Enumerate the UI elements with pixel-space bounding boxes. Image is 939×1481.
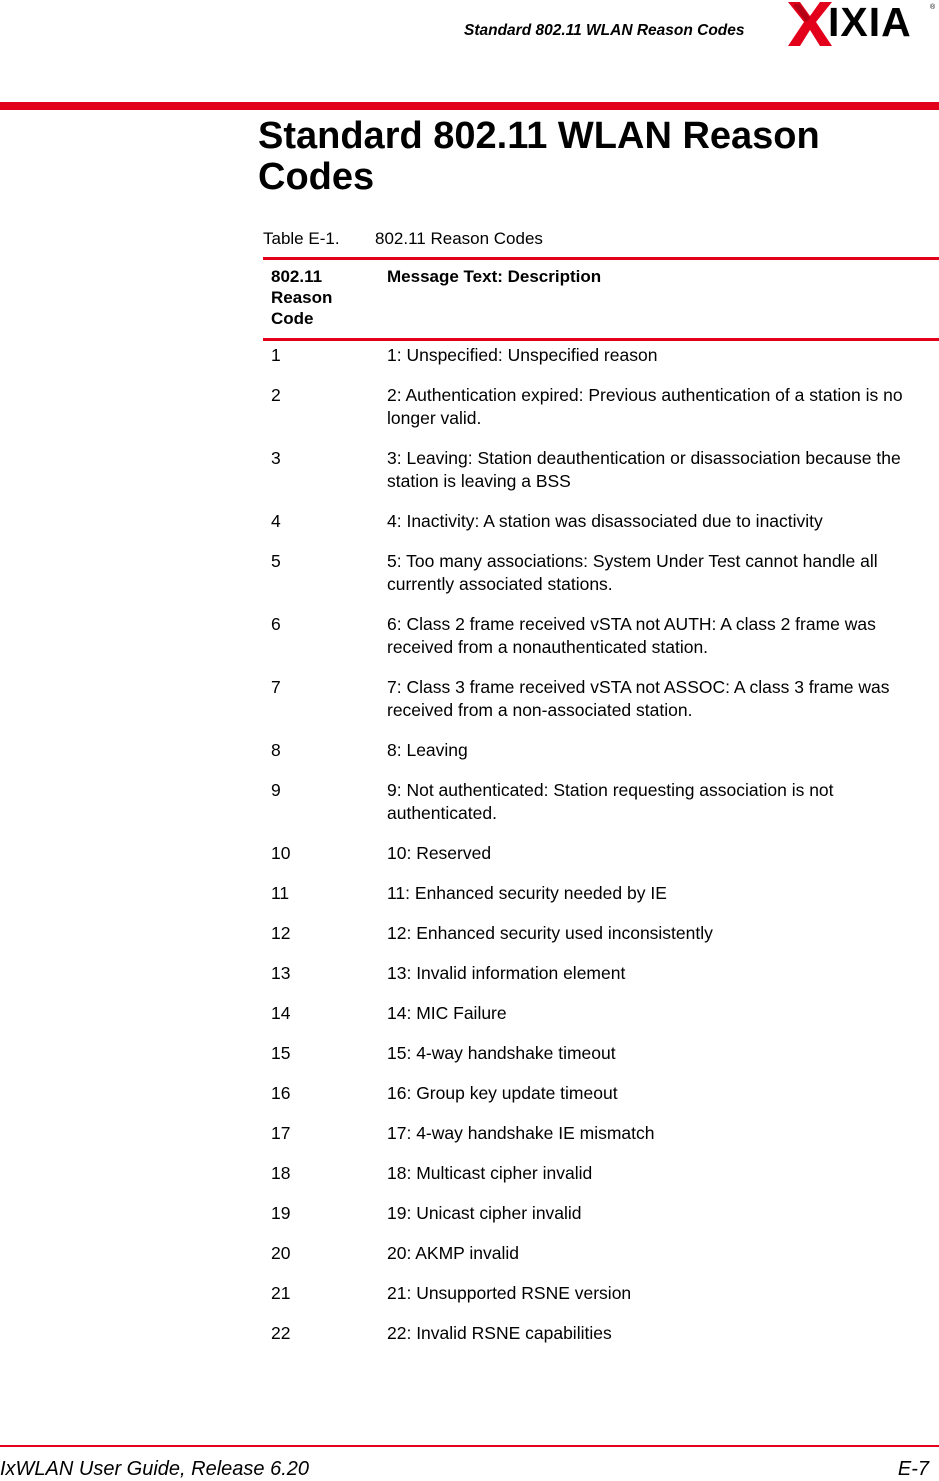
reason-message-cell: 14: MIC Failure	[387, 1003, 507, 1023]
table-caption	[263, 229, 543, 249]
footer-guide-title: IxWLAN User Guide, Release 6.20	[0, 1458, 310, 1480]
table-row	[263, 962, 939, 985]
reason-message-cell: 9: Not authenticated: Station requesting association is not authenticated.	[387, 780, 834, 823]
reason-message-cell: 1: Unspecified: Unspecified reason	[387, 345, 658, 365]
table-row	[263, 1162, 939, 1185]
column-header-message: Message Text: Description	[387, 267, 602, 286]
table-row	[263, 842, 939, 865]
header-rule	[0, 102, 939, 110]
reason-message-cell: 6: Class 2 frame received vSTA not AUTH: A class 2 frame was received from a nonauthenticated station.	[387, 614, 876, 657]
table-row	[263, 510, 939, 533]
page-title: Standard 802.11 WLAN Reason Codes	[258, 115, 820, 198]
reason-code-cell: 15	[271, 1043, 291, 1063]
table-caption-text: 802.11 Reason Codes	[375, 229, 543, 248]
reason-message-cell: 18: Multicast cipher invalid	[387, 1163, 593, 1183]
table-row	[263, 550, 939, 596]
reason-code-cell: 5	[271, 551, 281, 571]
reason-code-cell: 11	[271, 883, 290, 903]
reason-message-cell: 4: Inactivity: A station was disassociated due to inactivity	[387, 511, 823, 531]
reason-code-cell: 13	[271, 963, 291, 983]
reason-message-cell: 12: Enhanced security used inconsistently	[387, 923, 713, 943]
reason-code-cell: 9	[271, 780, 281, 800]
table-row	[263, 1082, 939, 1105]
reason-code-cell: 4	[271, 511, 281, 531]
reason-message-cell: 8: Leaving	[387, 740, 468, 760]
running-header-title: Standard 802.11 WLAN Reason Codes	[464, 22, 745, 39]
table-row	[263, 882, 939, 905]
table-header-rule	[263, 338, 939, 341]
table-row	[263, 1002, 939, 1025]
table-row	[263, 447, 939, 493]
reason-message-cell: 11: Enhanced security needed by IE	[387, 883, 667, 903]
table-row	[263, 344, 939, 367]
reason-code-cell: 10	[271, 843, 291, 863]
column-header-code: 802.11 Reason Code	[271, 267, 333, 328]
table-row	[263, 1322, 939, 1345]
reason-message-cell: 7: Class 3 frame received vSTA not ASSOC: A class 3 frame was received from a non-associated station.	[387, 677, 890, 720]
registered-mark: ®	[930, 4, 936, 11]
reason-code-cell: 1	[271, 345, 281, 365]
reason-message-cell: 16: Group key update timeout	[387, 1083, 618, 1103]
table-row	[263, 1242, 939, 1265]
table-row	[263, 1282, 939, 1305]
reason-message-cell: 15: 4-way handshake timeout	[387, 1043, 616, 1063]
reason-message-cell: 2: Authentication expired: Previous authentication of a station is no longer valid.	[387, 385, 903, 428]
reason-message-cell: 5: Too many associations: System Under Test cannot handle all currently associated stations.	[387, 551, 878, 594]
table-row	[263, 922, 939, 945]
reason-code-cell: 2	[271, 385, 281, 405]
reason-code-cell: 19	[271, 1203, 291, 1223]
reason-message-cell: 20: AKMP invalid	[387, 1243, 519, 1263]
table-row	[263, 1122, 939, 1145]
logo-wordmark: IXIA	[828, 0, 912, 45]
ixia-logo	[786, 0, 938, 48]
table-row	[263, 613, 939, 659]
table-row	[263, 676, 939, 722]
reason-code-cell: 16	[271, 1083, 291, 1103]
table-row	[263, 1042, 939, 1065]
reason-message-cell: 19: Unicast cipher invalid	[387, 1203, 582, 1223]
reason-message-cell: 13: Invalid information element	[387, 963, 626, 983]
reason-code-cell: 7	[271, 677, 281, 697]
footer-rule	[0, 1445, 939, 1447]
reason-code-cell: 20	[271, 1243, 291, 1263]
reason-code-cell: 3	[271, 448, 281, 468]
ixia-x-mark-icon	[786, 0, 834, 48]
reason-message-cell: 3: Leaving: Station deauthentication or disassociation because the station is leaving a BSS	[387, 448, 901, 491]
table-row	[263, 1202, 939, 1225]
reason-code-cell: 22	[271, 1323, 291, 1343]
reason-message-cell: 22: Invalid RSNE capabilities	[387, 1323, 612, 1343]
table-row	[263, 779, 939, 825]
reason-code-cell: 18	[271, 1163, 291, 1183]
table-caption-number: Table E-1.	[263, 229, 340, 248]
reason-code-cell: 12	[271, 923, 291, 943]
table-row	[263, 384, 939, 430]
reason-code-cell: 8	[271, 740, 281, 760]
table-row	[263, 739, 939, 762]
reason-code-cell: 14	[271, 1003, 291, 1023]
reason-message-cell: 21: Unsupported RSNE version	[387, 1283, 632, 1303]
reason-code-cell: 6	[271, 614, 281, 634]
footer-page-number: E-7	[897, 1458, 929, 1480]
table-top-rule	[263, 257, 939, 260]
reason-code-cell: 17	[271, 1123, 291, 1143]
reason-code-table-body	[263, 344, 939, 1362]
reason-message-cell: 10: Reserved	[387, 843, 492, 863]
reason-code-cell: 21	[271, 1283, 291, 1303]
reason-message-cell: 17: 4-way handshake IE mismatch	[387, 1123, 655, 1143]
